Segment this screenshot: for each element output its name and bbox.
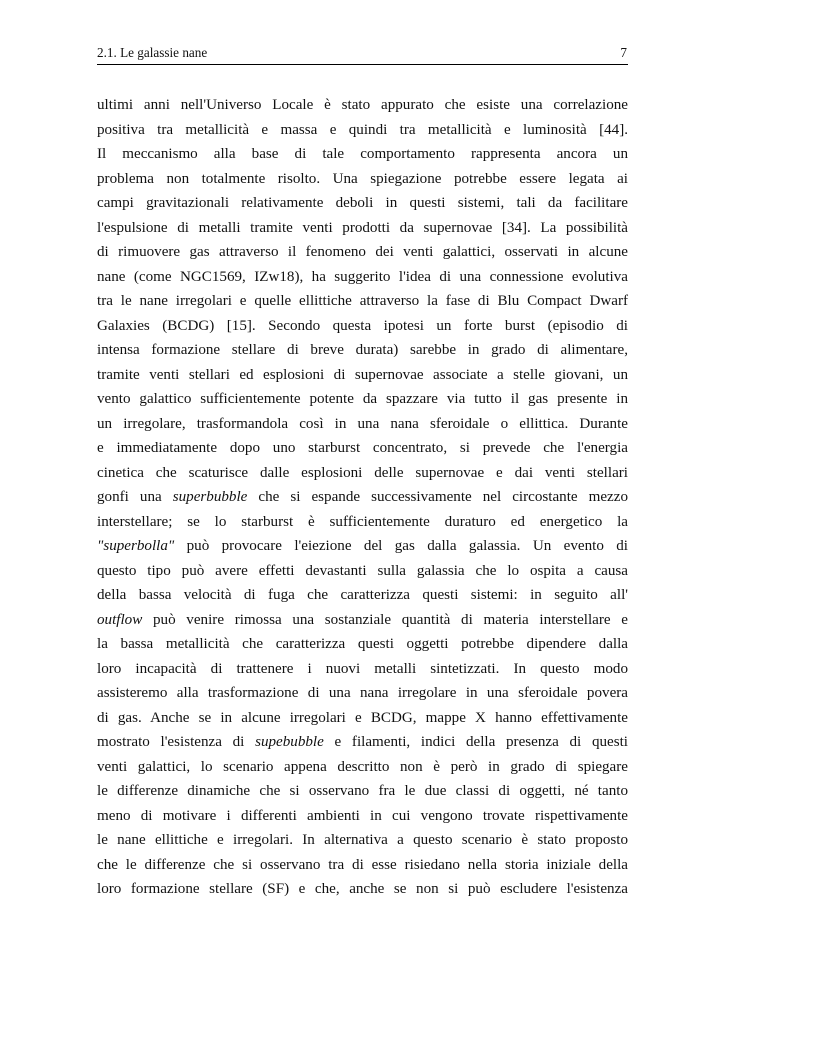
text-line: le differenze dinamiche che si osservano fra le due classi di oggetti, né tanto — [97, 783, 628, 799]
page-number: 7 — [620, 45, 627, 60]
text-line: la bassa metallicità che caratterizza questi oggetti potrebbe dipendere dalla — [97, 636, 628, 652]
text-line: loro incapacità di trattenere i nuovi metalli sintetizzati. In questo modo — [97, 660, 628, 677]
italic-term: outflow — [97, 611, 143, 628]
italic-term: supebubble — [255, 734, 324, 750]
text-line: interstellare; se lo starburst è sufficientemente duraturo ed energetico la — [97, 513, 628, 530]
text-line: che le differenze che si osservano tra di esse risiedano nella storia iniziale della — [97, 856, 628, 873]
text-line: le nane ellittiche e irregolari. In alternativa a questo scenario è stato proposto — [97, 832, 628, 848]
text-line: campi gravitazionali relativamente deboli in questi sistemi, tali da facilitare — [97, 195, 628, 211]
section-title: 2.1. Le galassie nane — [97, 45, 208, 60]
text-line: gonfi una superbubble che si espande successivamente nel circostante mezzo — [97, 489, 629, 505]
text-line: problema non totalmente risolto. Una spiegazione potrebbe essere legata ai — [97, 170, 628, 187]
running-header — [97, 44, 628, 65]
text-line: di rimuovere gas attraverso il fenomeno dei venti galattici, osservati in alcune — [97, 244, 628, 260]
text-line: e immediatamente dopo uno starburst concentrato, si prevede che l'energia — [97, 440, 628, 456]
text-line: Galaxies (BCDG) [15]. Secondo questa ipotesi un forte burst (episodio di — [97, 317, 628, 334]
italic-term: superbubble — [172, 489, 248, 505]
text-line: "superbolla" può provocare l'eiezione del gas dalla galassia. Un evento di — [97, 538, 628, 554]
text-line: positiva tra metallicità e massa e quindi tra metallicità e luminosità [44]. — [97, 121, 628, 138]
italic-term: "superbolla" — [97, 538, 175, 554]
text-line: questo tipo può avere effetti devastanti sulla galassia che lo ospita a causa — [97, 562, 628, 579]
text-line: loro formazione stellare (SF) e che, anche se non si può escludere l'esistenza — [97, 881, 628, 897]
text-line: un irregolare, trasformandola così in una nana sferoidale o ellittica. Durante — [97, 415, 628, 432]
text-line: meno di motivare i differenti ambienti in cui vengono trovate rispettivamente — [97, 807, 628, 824]
text-line: ultimi anni nell'Universo Locale è stato appurato che esiste una correlazione — [97, 97, 628, 113]
text-line: vento galattico sufficientemente potente da spazzare via tutto il gas presente in — [97, 391, 628, 407]
text-line: della bassa velocità di fuga che caratterizza questi sistemi: in seguito all' — [97, 587, 628, 603]
text-line: venti galattici, lo scenario appena descritto non è però in grado di spiegare — [97, 758, 628, 775]
text-line: outflow può venire rimossa una sostanziale quantità di materia interstellare e — [97, 611, 628, 628]
text-line: di gas. Anche se in alcune irregolari e BCDG, mappe X hanno effettivamente — [97, 709, 628, 726]
body-paragraph — [97, 93, 628, 902]
text-line: assisteremo alla trasformazione di una nana irregolare in una sferoidale povera — [97, 685, 628, 701]
text-line: cinetica che scaturisce dalle esplosioni delle supernovae e dai venti stellari — [97, 464, 628, 481]
text-line: l'espulsione di metalli tramite venti prodotti da supernovae [34]. La possibilità — [97, 219, 628, 236]
text-line: Il meccanismo alla base di tale comportamento rappresenta ancora un — [97, 146, 628, 162]
text-line: intensa formazione stellare di breve durata) sarebbe in grado di alimentare, — [97, 342, 628, 358]
text-line: nane (come NGC1569, IZw18), ha suggerito l'idea di una connessione evolutiva — [97, 268, 628, 285]
text-line: mostrato l'esistenza di supebubble e filamenti, indici della presenza di questi — [97, 734, 629, 750]
text-line: tra le nane irregolari e quelle ellittiche attraverso la fase di Blu Compact Dwarf — [97, 293, 628, 309]
text-line: tramite venti stellari ed esplosioni di supernovae associate a stelle giovani, un — [97, 366, 628, 383]
